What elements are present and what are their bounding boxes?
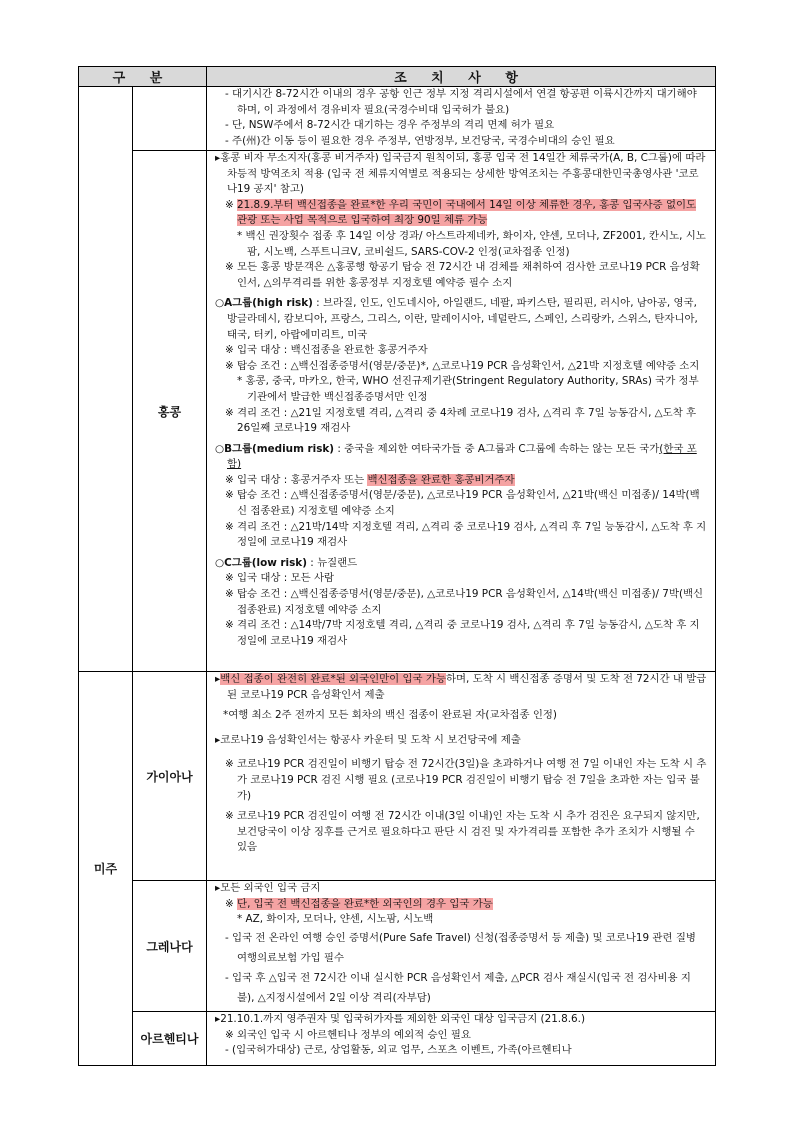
argentina-note: ※ 외국인 입국 시 아르헨티나 정부의 예외적 승인 필요 xyxy=(225,1028,471,1041)
document-page xyxy=(78,66,715,1066)
hongkong-vaccine-list: * 백신 권장횟수 접종 후 14일 이상 경과/ 아스트라제네카, 화이자, 얀센, 모더나, ZF2001, 칸시노, 시노팜, 시노백, 스푸트니크V, 코비쉴드, SARS-COV-2 인정(교차접종 인정) xyxy=(237,229,706,258)
group-c-title: ○C그룹(low risk) : 뉴질랜드 xyxy=(215,556,358,569)
country-guyana: 가이아나 xyxy=(133,672,207,881)
table-row xyxy=(79,87,716,151)
continued-content xyxy=(207,87,716,151)
measures-table xyxy=(78,66,716,1066)
group-a-boarding-note: * 홍콩, 중국, 마카오, 한국, WHO 선진규제기관(Stringent Regulatory Authority, SRAs) 국가 정부기관에서 발급한 백신접종증명서만 인정 xyxy=(237,375,699,403)
nsw-exemption-text: - 단, NSW주에서 8-72시간 대기하는 경우 주정부의 격리 면제 허가 필요 xyxy=(225,119,555,132)
header-category: 구 분 xyxy=(79,67,207,87)
group-b-entry: ※ 입국 대상 : 홍콩거주자 또는 백신접종을 완료한 홍콩비거주자 xyxy=(225,473,515,486)
group-a-entry: ※ 입국 대상 : 백신접종을 완료한 홍콩거주자 xyxy=(225,344,428,357)
group-b-boarding: ※ 탑승 조건 : △백신접종증명서(영문/중문), △코로나19 PCR 음성확인서, △21박(백신 미접종)/ 14박(백신 접종완료) 지정호텔 예약증 소지 xyxy=(225,489,700,518)
group-c-quarantine: ※ 격리 조건 : △14박/7박 지정호텔 격리, △격리 중 코로나19 검사, △격리 후 7일 능동감시, △도착 후 지정일에 코로나19 재검사 xyxy=(225,619,700,647)
table-row xyxy=(79,881,716,1012)
table-row xyxy=(79,151,716,672)
grenada-note: ※ 단, 입국 전 백신접종을 완료*한 외국인의 경우 입국 가능 xyxy=(225,897,493,910)
hongkong-note1: ※ 21.8.9.부터 백신접종을 완료*한 우리 국민이 국내에서 14일 이상 체류한 경우, 홍콩 입국사증 없이도 관광 또는 사업 목적으로 입국하여 최장 90일 체류 가능 xyxy=(225,198,697,227)
argentina-p1: ▸21.10.1.까지 영주권자 및 입국허가자를 제외한 외국인 대상 입국금지 (21.8.6.) xyxy=(215,1013,585,1025)
transit-wait-text: - 대기시간 8-72시간 이내의 경우 공항 인근 정부 지정 격리시설에서 연결 항공편 이륙시간까지 대기해야 하며, 이 과정에서 경유비자 필요(국경수비대 입국허가 불요) xyxy=(225,88,697,116)
guyana-note1: ※ 코로나19 PCR 검진일이 비행기 탑승 전 72시간(3일)을 초과하거나 여행 전 7일 이내인 자는 도착 시 추가 코로나19 PCR 검진 시행 필요 (코로나19 PCR 검진일이 비행기 탑승 전 7일을 초과한 자는 입국 불가) xyxy=(225,758,707,802)
group-a-title: ○A그룹(high risk) : 브라질, 인도, 인도네시아, 아일랜드, 네팔, 파키스탄, 필리핀, 러시아, 남아공, 영국, 방글라데시, 캄보디아, 프랑스, 그리스, 이란, 말레이시아, 네덜란드, 스페인, 스리랑카, 스위스, 탄자니아, 태국, 터키, 아랍에미리트, 미국 xyxy=(215,297,698,341)
grenada-content xyxy=(207,881,716,1012)
country-argentina: 아르헨티나 xyxy=(133,1012,207,1066)
header-measures: 조 치 사 항 xyxy=(207,67,716,87)
guyana-vaccine-note: *여행 최소 2주 전까지 모든 회차의 백신 접종이 완료된 자(교차접종 인정) xyxy=(223,709,557,722)
grenada-d1: - 입국 전 온라인 여행 승인 증명서(Pure Safe Travel) 신청(접종증명서 등 제출) 및 코로나19 관련 질병 여행의료보험 가입 필수 xyxy=(225,931,696,964)
highlight-vaccinated-entry: 단, 입국 전 백신접종을 완료*한 외국인의 경우 입국 가능 xyxy=(237,897,493,910)
country-hongkong: 홍콩 xyxy=(133,151,207,672)
hongkong-content xyxy=(207,151,716,672)
highlight-non-resident: 백신접종을 완료한 홍콩비거주자 xyxy=(367,473,515,486)
guyana-p1: ▸백신 접종이 완전히 완료*된 외국인만이 입국 가능하며, 도착 시 백신접종 증명서 및 도착 전 72시간 내 발급된 코로나19 PCR 음성확인서 제출 xyxy=(215,673,707,701)
group-b-quarantine: ※ 격리 조건 : △21박/14박 지정호텔 격리, △격리 중 코로나19 검사, △격리 후 7일 능동감시, △도착 후 지정일에 코로나19 재검사 xyxy=(225,520,707,549)
region-americas: 미주 xyxy=(79,672,133,1066)
hongkong-note2: ※ 모든 홍콩 방문객은 △홍콩행 항공기 탑승 전 72시간 내 검체를 채취하여 검사한 코로나19 PCR 음성확인서, △의무격리를 위한 홍콩정부 지정호텔 예약증 필수 소지 xyxy=(225,261,700,289)
group-c-boarding: ※ 탑승 조건 : △백신접종증명서(영문/중문), △코로나19 PCR 음성확인서, △14박(백신 미접종)/ 7박(백신 접종완료) 지정호텔 예약증 소지 xyxy=(225,588,704,616)
group-a-quarantine: ※ 격리 조건 : △21일 지정호텔 격리, △격리 중 4차례 코로나19 검사, △격리 후 7일 능동감시, △도착 후 26일째 코로나19 재검사 xyxy=(225,406,697,435)
table-row xyxy=(79,672,716,881)
group-c-entry: ※ 입국 대상 : 모든 사람 xyxy=(225,572,335,585)
hongkong-intro: ▸홍콩 비자 무소지자(홍콩 비거주자) 입국금지 원칙이되, 홍콩 입국 전 14일간 체류국가(A, B, C그룹)에 따라 차등적 방역조치 적용 (입국 전 체류지역별로 적용되는 상세한 방역조치는 주홍콩대한민국총영사관 '코로나19 공지' 참고) xyxy=(215,152,706,196)
highlight-visa-free: 21.8.9.부터 백신접종을 완료*한 우리 국민이 국내에서 14일 이상 체류한 경우, 홍콩 입국사증 없이도 관광 또는 사업 목적으로 입국하여 최장 90일 체류 가능 xyxy=(237,198,697,227)
grenada-vaccine-list: * AZ, 화이자, 모더나, 얀센, 시노팜, 시노백 xyxy=(237,913,434,926)
group-b-title: ○B그룹(medium risk) : 중국을 제외한 여타국가들 중 A그룹과 C그룹에 속하는 않는 모든 국가(한국 포함) xyxy=(215,442,697,471)
highlight-vaccinated-only: 백신 접종이 완전히 완료*된 외국인만이 입국 가능 xyxy=(220,673,446,685)
guyana-content xyxy=(207,672,716,881)
region-cell-blank xyxy=(79,87,133,672)
country-grenada: 그레나다 xyxy=(133,881,207,1012)
guyana-note2: ※ 코로나19 PCR 검진일이 여행 전 72시간 이내(3일 이내)인 자는 도착 시 추가 검진은 요구되지 않지만, 보건당국이 이상 징후를 근거로 필요하다고 판단 시 검진 및 자가격리를 포함한 추가 조치가 시행될 수 있음 xyxy=(225,810,700,854)
argentina-content xyxy=(207,1012,716,1066)
interstate-approval-text: - 주(州)간 이동 등이 필요한 경우 주정부, 연방정부, 보건당국, 국경수비대의 승인 필요 xyxy=(225,134,615,147)
table-row xyxy=(79,1012,716,1066)
grenada-p1: ▸모든 외국인 입국 금지 xyxy=(215,882,321,894)
country-cell-blank xyxy=(133,87,207,151)
grenada-d2: - 입국 후 △입국 전 72시간 이내 실시한 PCR 음성확인서 제출, △PCR 검사 재실시(입국 전 검사비용 지불), △지정시설에서 2일 이상 격리(자부담) xyxy=(225,971,691,1004)
guyana-p2: ▸코로나19 음성확인서는 항공사 카운터 및 도착 시 보건당국에 제출 xyxy=(215,733,521,746)
table-header-row xyxy=(79,67,716,87)
group-a-boarding: ※ 탑승 조건 : △백신접종증명서(영문/중문)*, △코로나19 PCR 음성확인서, △21박 지정호텔 예약증 소지 xyxy=(225,359,700,372)
argentina-d1: - (입국허가대상) 근로, 상업활동, 외교 업무, 스포츠 이벤트, 가족(아르헨티나 xyxy=(225,1044,572,1057)
